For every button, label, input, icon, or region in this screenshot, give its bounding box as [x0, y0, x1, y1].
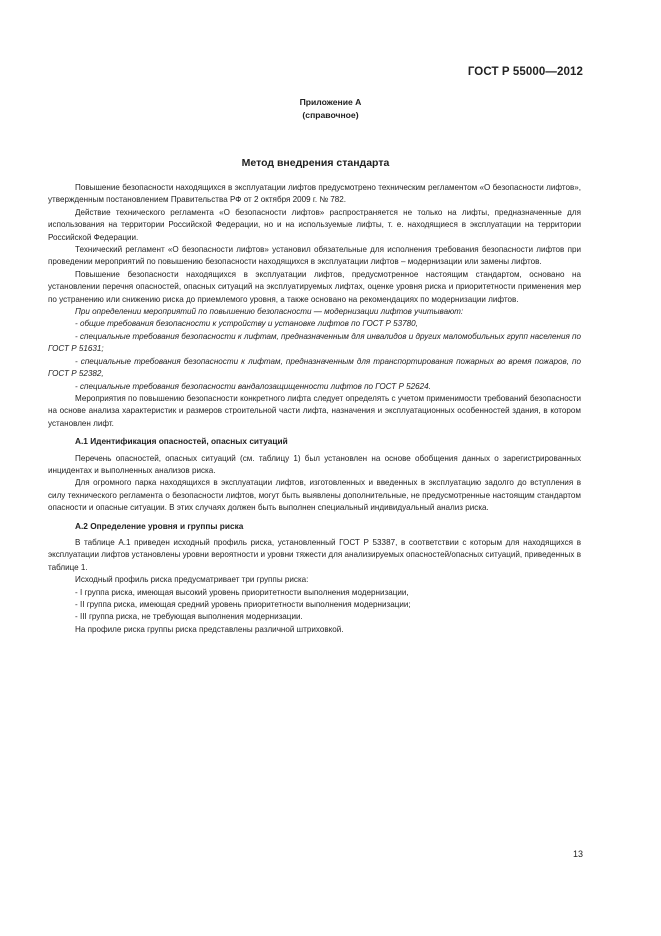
- paragraph: Исходный профиль риска предусматривает три группы риска:: [75, 575, 309, 585]
- paragraph: Перечень опасностей, опасных ситуаций (см. таблицу 1) был установлен на основе обобщения данных о зарегистрированных инцидентах и выполненных анализов риска.: [48, 453, 581, 475]
- paragraph: Мероприятия по повышению безопасности конкретного лифта следует определять с учетом применимости требований безопасности на основе анализа характеристик и размеров строительной части лифта, назначения и эксплуатационных особенностей здания, в котором установлен лифт.: [48, 393, 581, 428]
- appendix-title: Приложение А: [299, 97, 362, 107]
- list-item: - II группа риска, имеющая средний уровень приоритетности выполнения модернизации;: [75, 600, 411, 609]
- italic-intro: При определении мероприятий по повышению безопасности — модернизации лифтов учитывают:: [75, 307, 464, 317]
- list-item: - III группа риска, не требующая выполнения модернизации.: [75, 612, 303, 622]
- section-heading-a1: А.1 Идентификация опасностей, опасных ситуаций: [75, 436, 288, 447]
- page-number: 13: [572, 849, 583, 859]
- paragraph: Действие технического регламента «О безопасности лифтов» распространяется не только на лифты, предназначенные для использования на территории Российской Федерации, но и на используемые лифты, т. е. находящиеся в эксплуатации на территории Российской Федерации.: [48, 207, 581, 242]
- paragraph: Повышение безопасности находящихся в эксплуатации лифтов, предусмотренное настоящим стандартом, основано на установлении перечня опасностей, опасных ситуаций на эксплуатируемых лифтах, оценке уровня риска и приоритетности применения мер по устранению или снижению риска до приемлемого уровня, а также основано на рекомендациях по модернизации лифтов.: [48, 269, 581, 304]
- document-title: Метод внедрения стандарта: [241, 157, 390, 169]
- appendix-heading: [0, 96, 661, 122]
- paragraph: На профиле риска группы риска представлены различной штриховкой.: [75, 624, 344, 634]
- paragraph: Технический регламент «О безопасности лифтов» установил обязательные для исполнения требования безопасности лифтов при проведении мероприятий по повышению безопасности находящихся в эксплуатации лифтов – модернизации или замены лифтов.: [48, 245, 581, 267]
- list-item: - специальные требования безопасности к лифтам, предназначенным для инвалидов и других маломобильных групп населения по ГОСТ Р 51631;: [48, 331, 581, 354]
- list-item: - I группа риска, имеющая высокий уровень приоритетности выполнения модернизации,: [75, 587, 409, 597]
- document-body: [48, 182, 581, 636]
- list-item: - общие требования безопасности к устройству и установке лифтов по ГОСТ Р 53780,: [75, 319, 418, 329]
- standard-code: ГОСТ Р 55000—2012: [467, 66, 583, 78]
- list-item: - специальные требования безопасности к лифтам, предназначенным для транспортирования пожарных во время пожаров, по ГОСТ Р 52382,: [48, 356, 581, 379]
- paragraph: В таблице А.1 приведен исходный профиль риска, установленный ГОСТ Р 53387, в соответствии с которым для находящихся в эксплуатации лифтов установлены уровни вероятности и уровни тяжести для анализируемых опасностей/опасных ситуаций, приведенных в таблице 1.: [48, 537, 581, 572]
- list-item: - специальные требования безопасности вандалозащищенности лифтов по ГОСТ Р 52624.: [75, 381, 431, 391]
- section-heading-a2: А.2 Определение уровня и группы риска: [75, 520, 244, 531]
- paragraph: Для огромного парка находящихся в эксплуатации лифтов, изготовленных и введенных в эксплуатацию задолго до вступления в силу технического регламента о безопасности лифтов, могут быть выявлены дополнительные, не предусмотренные настоящим стандартом опасности и опасные ситуации. В этих случаях должен быть выполнен специальный индивидуальный анализ риска.: [48, 478, 581, 513]
- paragraph: Повышение безопасности находящихся в эксплуатации лифтов предусмотрено техническим регламентом «О безопасности лифтов», утвержденным постановлением Правительства РФ от 2 октября 2009 г. № 782.: [48, 183, 581, 205]
- appendix-type: (справочное): [302, 110, 359, 120]
